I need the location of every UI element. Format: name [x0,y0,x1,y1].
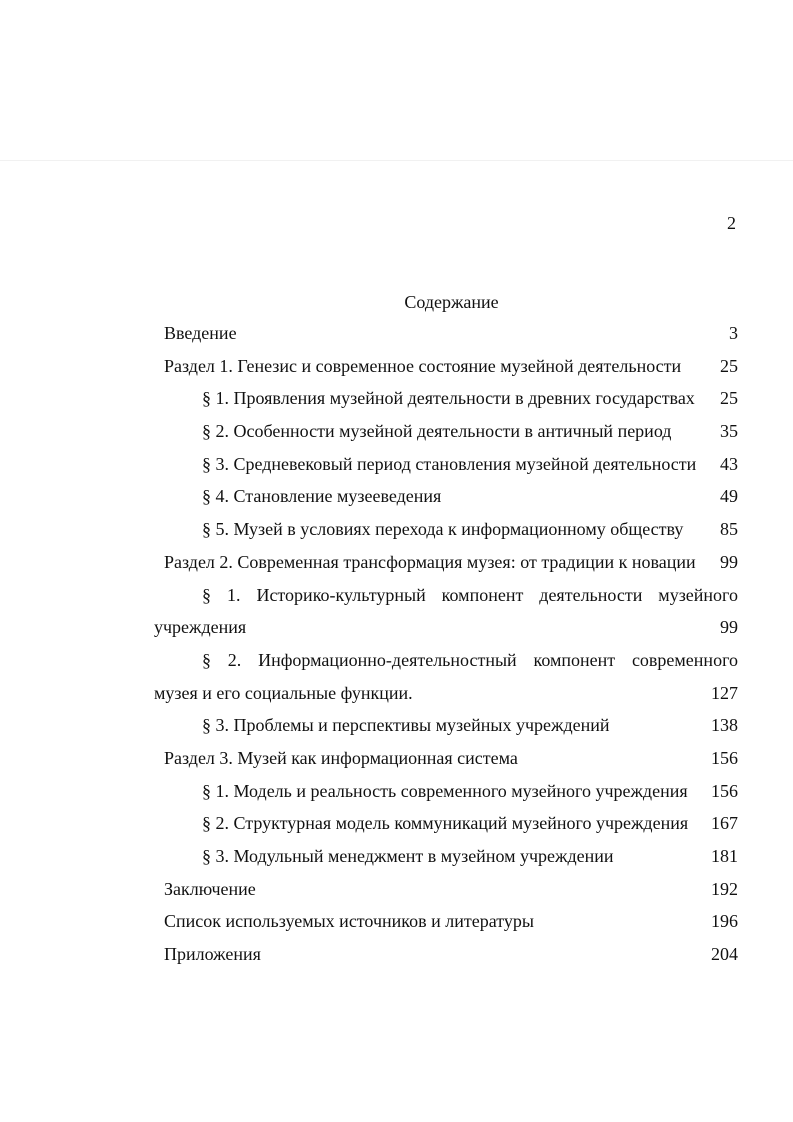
toc-entry-section-1-para-3 [154,450,738,483]
toc-entry-section-2-para-3 [154,711,738,744]
toc-entry-section-2-para-1-line-1 [154,581,738,614]
table-of-contents [154,319,738,973]
toc-entry-section-2-para-1-line-2 [154,613,738,646]
toc-entry-title: § 1. Модель и реальность современного музейного учреждения [202,780,688,801]
toc-entry-title: Список используемых источников и литературы [164,911,534,932]
toc-entry-page: 167 [711,813,738,834]
toc-entry-page: 85 [720,519,738,540]
page-number: 2 [727,213,736,233]
toc-entry-title: § 2. Информационно-деятельностный компонент современного [202,649,738,670]
toc-entry-title: § 2. Особенности музейной деятельности в античный период [202,421,672,442]
toc-entry-page: 43 [720,453,738,474]
toc-entry-page: 49 [720,486,738,507]
toc-entry-title: Раздел 1. Генезис и современное состояние музейной деятельности [164,355,682,376]
toc-entry-page: 25 [720,388,738,409]
toc-entry-title: § 2. Структурная модель коммуникаций музейного учреждения [202,813,689,834]
toc-entry-section-1-para-1 [154,384,738,417]
toc-entry-page: 35 [720,421,738,442]
toc-entry-title: § 4. Становление музееведения [202,486,442,507]
toc-entry-section-2 [154,548,738,581]
toc-entry-title: § 3. Проблемы и перспективы музейных учреждений [202,715,610,736]
toc-entry-conclusion [154,875,738,908]
toc-entry-page: 99 [720,617,738,638]
toc-entry-section-3 [154,744,738,777]
toc-entry-page: 156 [711,747,738,768]
toc-entry-title: § 5. Музей в условиях перехода к информационному обществу [202,519,684,540]
toc-entry-page: 196 [711,911,738,932]
toc-entry-section-3-para-2 [154,809,738,842]
toc-entry-references [154,907,738,940]
toc-entry-section-1-para-5 [154,515,738,548]
toc-entry-title: § 3. Модульный менеджмент в музейном учреждении [202,846,614,866]
toc-entry-section-3-para-1 [154,777,738,810]
toc-entry-page: 138 [711,715,738,736]
toc-entry-title: § 1. Проявления музейной деятельности в древних государствах [202,388,695,409]
toc-title: Содержание [404,292,499,312]
toc-entry-title: музея и его социальные функции. [154,682,413,703]
toc-entry-section-2-para-2-line-2 [154,679,738,712]
toc-entry-section-1-para-2 [154,417,738,450]
toc-entry-title: учреждения [154,617,247,638]
toc-entry-title: Введение [164,323,237,343]
toc-entry-appendices [154,940,738,973]
toc-entry-page: 192 [711,878,738,899]
toc-entry-page: 156 [711,780,738,801]
toc-entry-page: 204 [711,944,738,965]
toc-entry-title: § 1. Историко-культурный компонент деятельности музейного [202,584,738,605]
toc-entry-introduction [154,319,738,352]
toc-entry-page: 99 [720,551,738,572]
toc-entry-section-2-para-2-line-1 [154,646,738,679]
toc-entry-title: Приложения [164,944,261,965]
toc-entry-page: 181 [711,846,738,866]
scan-edge [0,160,793,161]
toc-entry-title: § 3. Средневековый период становления музейной деятельности [202,453,697,474]
toc-entry-page: 3 [729,323,738,343]
toc-entry-title: Раздел 2. Современная трансформация музея: от традиции к новации [164,551,696,572]
toc-entry-page: 25 [720,355,738,376]
toc-entry-page: 127 [711,682,738,703]
toc-entry-title: Раздел 3. Музей как информационная система [164,747,518,768]
toc-entry-section-1-para-4 [154,482,738,515]
toc-entry-title: Заключение [164,878,256,899]
toc-entry-section-3-para-3 [154,842,738,875]
toc-entry-section-1 [154,352,738,385]
